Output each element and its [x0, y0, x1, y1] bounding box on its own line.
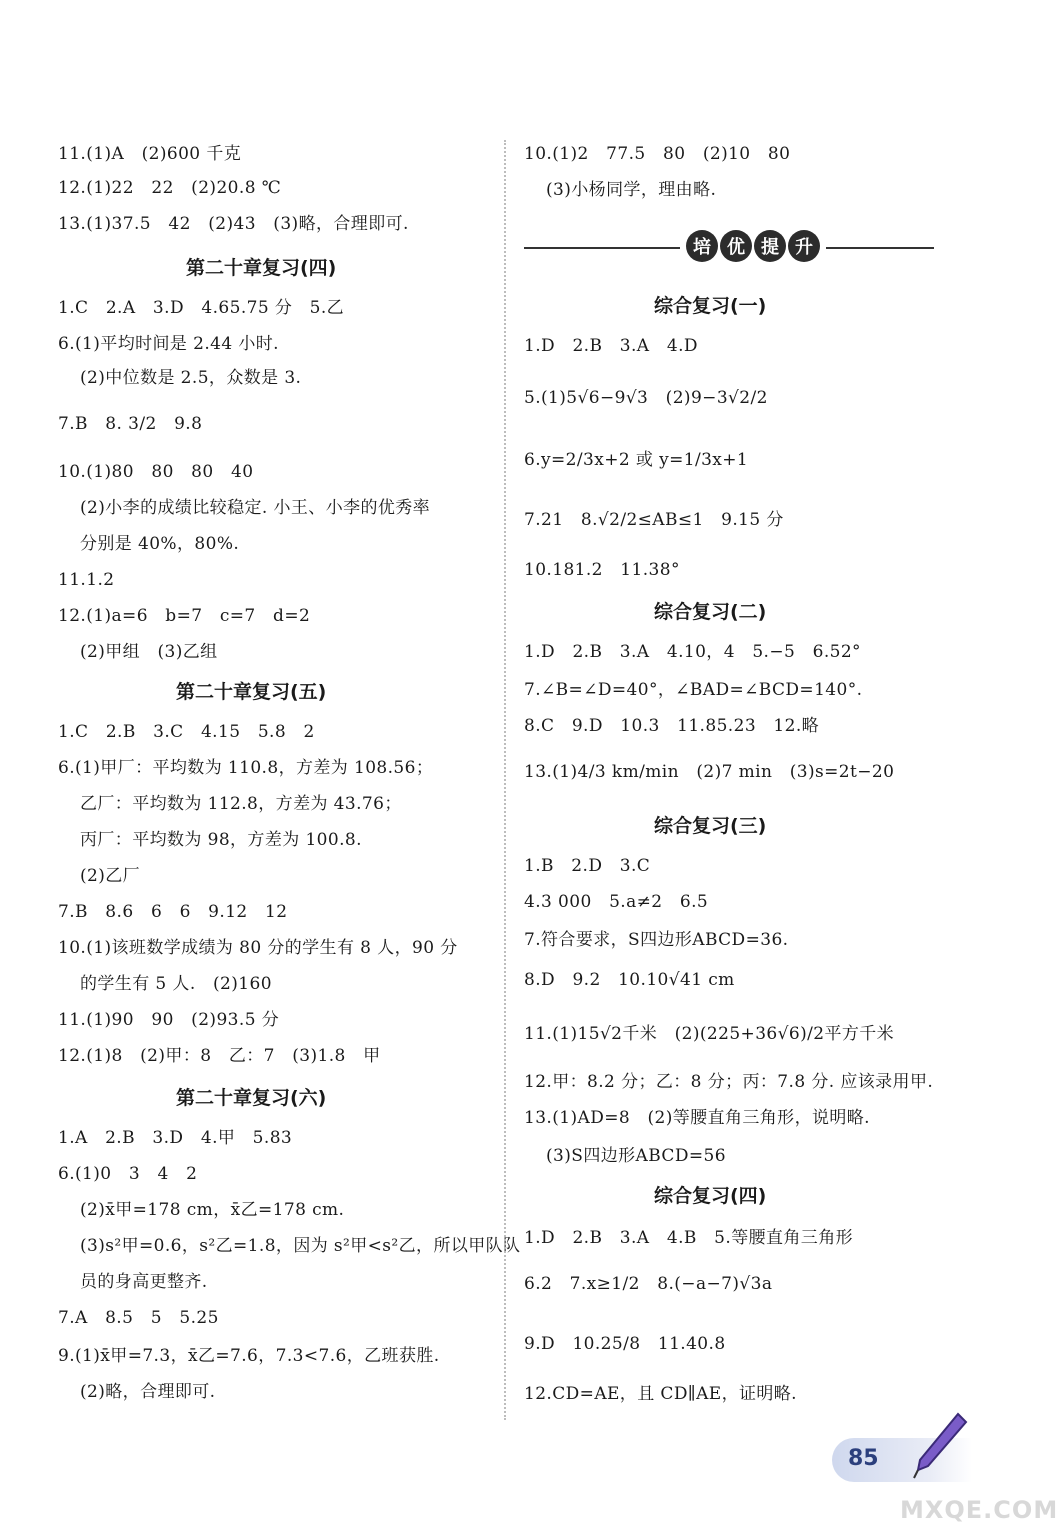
answer-line: 11.(1)90 90 (2)93.5 分 — [58, 1010, 280, 1030]
answer-line: 12.CD=AE，且 CD∥AE，证明略. — [524, 1384, 797, 1404]
answer-line: 13.(1)4/3 km/min (2)7 min (3)s=2t−20 — [524, 762, 895, 782]
answer-line: 10.(1)2 77.5 80 (2)10 80 — [524, 144, 791, 164]
answer-line: 乙厂：平均数为 112.8，方差为 43.76； — [80, 794, 402, 814]
section-tag — [680, 230, 826, 262]
section-heading: 综合复习(四) — [654, 1185, 767, 1207]
answer-line: 12.(1)8 (2)甲：8 乙：7 (3)1.8 甲 — [58, 1046, 381, 1066]
answer-line: 1.D 2.B 3.A 4.D — [524, 336, 698, 356]
answer-line: 8.C 9.D 10.3 11.85.23 12.略 — [524, 716, 820, 736]
answer-line: 1.B 2.D 3.C — [524, 856, 651, 876]
answer-line: 4.3 000 5.a≠2 6.5 — [524, 892, 709, 912]
answer-line: 12.甲：8.2 分；乙：8 分；丙：7.8 分. 应该录用甲. — [524, 1072, 934, 1092]
answer-line: 6.(1)甲厂：平均数为 110.8，方差为 108.56； — [58, 758, 434, 778]
answer-line: 6.(1)0 3 4 2 — [58, 1164, 198, 1184]
answer-line: 1.D 2.B 3.A 4.B 5.等腰直角三角形 — [524, 1228, 853, 1248]
answer-line: 11.1.2 — [58, 570, 115, 590]
answer-line: 7.符合要求，S四边形ABCD=36. — [524, 930, 789, 950]
answer-line: 8.D 9.2 10.10√41 cm — [524, 970, 735, 990]
tag-char: 升 — [788, 230, 820, 262]
answer-line: 6.y=2/3x+2 或 y=1/3x+1 — [524, 450, 749, 470]
answer-line: 6.2 7.x≥1/2 8.(−a−7)√3a — [524, 1274, 773, 1294]
answer-line: 9.D 10.25/8 11.40.8 — [524, 1334, 726, 1354]
answer-line: (3)S四边形ABCD=56 — [546, 1146, 726, 1166]
answer-line: 丙厂：平均数为 98，方差为 100.8. — [80, 830, 362, 850]
answer-line: (3)小杨同学，理由略. — [546, 180, 717, 200]
answer-line: 员的身高更整齐. — [80, 1272, 208, 1292]
answer-line: (2)乙厂 — [80, 866, 141, 886]
answer-line: 的学生有 5 人. (2)160 — [80, 974, 272, 994]
section-heading: 第二十章复习(六) — [176, 1087, 327, 1109]
answer-line: 13.(1)AD=8 (2)等腰直角三角形，说明略. — [524, 1108, 870, 1128]
answer-line: (2)中位数是 2.5，众数是 3. — [80, 368, 302, 388]
answer-line: (3)s²甲=0.6，s²乙=1.8，因为 s²甲<s²乙，所以甲队队 — [80, 1236, 521, 1256]
answer-line: 7.B 8.6 6 6 9.12 12 — [58, 902, 288, 922]
answer-line: 1.D 2.B 3.A 4.10，4 5.−5 6.52° — [524, 642, 861, 662]
answer-line: 10.181.2 11.38° — [524, 560, 680, 580]
answer-line: 12.(1)22 22 (2)20.8 ℃ — [58, 178, 282, 198]
answer-line: (2)略，合理即可. — [80, 1382, 216, 1402]
section-heading: 综合复习(三) — [654, 815, 767, 837]
watermark: MXQE.COM — [900, 1496, 1059, 1524]
answer-line: 10.(1)该班数学成绩为 80 分的学生有 8 人，90 分 — [58, 938, 458, 958]
column-divider — [504, 140, 506, 1420]
tag-char: 培 — [686, 230, 718, 262]
answer-line: 6.(1)平均时间是 2.44 小时. — [58, 334, 279, 354]
section-heading: 第二十章复习(四) — [186, 257, 337, 279]
answer-line: 9.(1)x̄甲=7.3，x̄乙=7.6，7.3<7.6，乙班获胜. — [58, 1346, 440, 1366]
answer-line: (2)x̄甲=178 cm，x̄乙=178 cm. — [80, 1200, 345, 1220]
answer-line: 7.∠B=∠D=40°，∠BAD=∠BCD=140°. — [524, 680, 863, 700]
section-heading: 综合复习(二) — [654, 601, 767, 623]
answer-line: 11.(1)15√2千米 (2)(225+36√6)/2平方千米 — [524, 1024, 895, 1044]
section-heading: 第二十章复习(五) — [176, 681, 327, 703]
answer-line: 5.(1)5√6−9√3 (2)9−3√2/2 — [524, 388, 768, 408]
answer-line: 分别是 40%，80%. — [80, 534, 240, 554]
page-number: 85 — [848, 1446, 879, 1471]
answer-line: 11.(1)A (2)600 千克 — [58, 144, 242, 164]
tag-char: 提 — [754, 230, 786, 262]
answer-line: (2)小李的成绩比较稳定. 小王、小李的优秀率 — [80, 498, 431, 518]
answer-line: 13.(1)37.5 42 (2)43 (3)略，合理即可. — [58, 214, 409, 234]
answer-line: 7.B 8. 3/2 9.8 — [58, 414, 203, 434]
answer-line: 10.(1)80 80 80 40 — [58, 462, 254, 482]
pen-icon — [906, 1410, 970, 1480]
answer-line: 7.21 8.√2/2≤AB≤1 9.15 分 — [524, 510, 784, 530]
answer-line: 1.C 2.B 3.C 4.15 5.8 2 — [58, 722, 315, 742]
answer-line: 1.C 2.A 3.D 4.65.75 分 5.乙 — [58, 298, 345, 318]
answer-line: 1.A 2.B 3.D 4.甲 5.83 — [58, 1128, 293, 1148]
tag-char: 优 — [720, 230, 752, 262]
section-heading: 综合复习(一) — [654, 295, 767, 317]
answer-line: 7.A 8.5 5 5.25 — [58, 1308, 219, 1328]
answer-line: (2)甲组 (3)乙组 — [80, 642, 218, 662]
answer-line: 12.(1)a=6 b=7 c=7 d=2 — [58, 606, 311, 626]
section-tag-banner — [524, 230, 934, 266]
